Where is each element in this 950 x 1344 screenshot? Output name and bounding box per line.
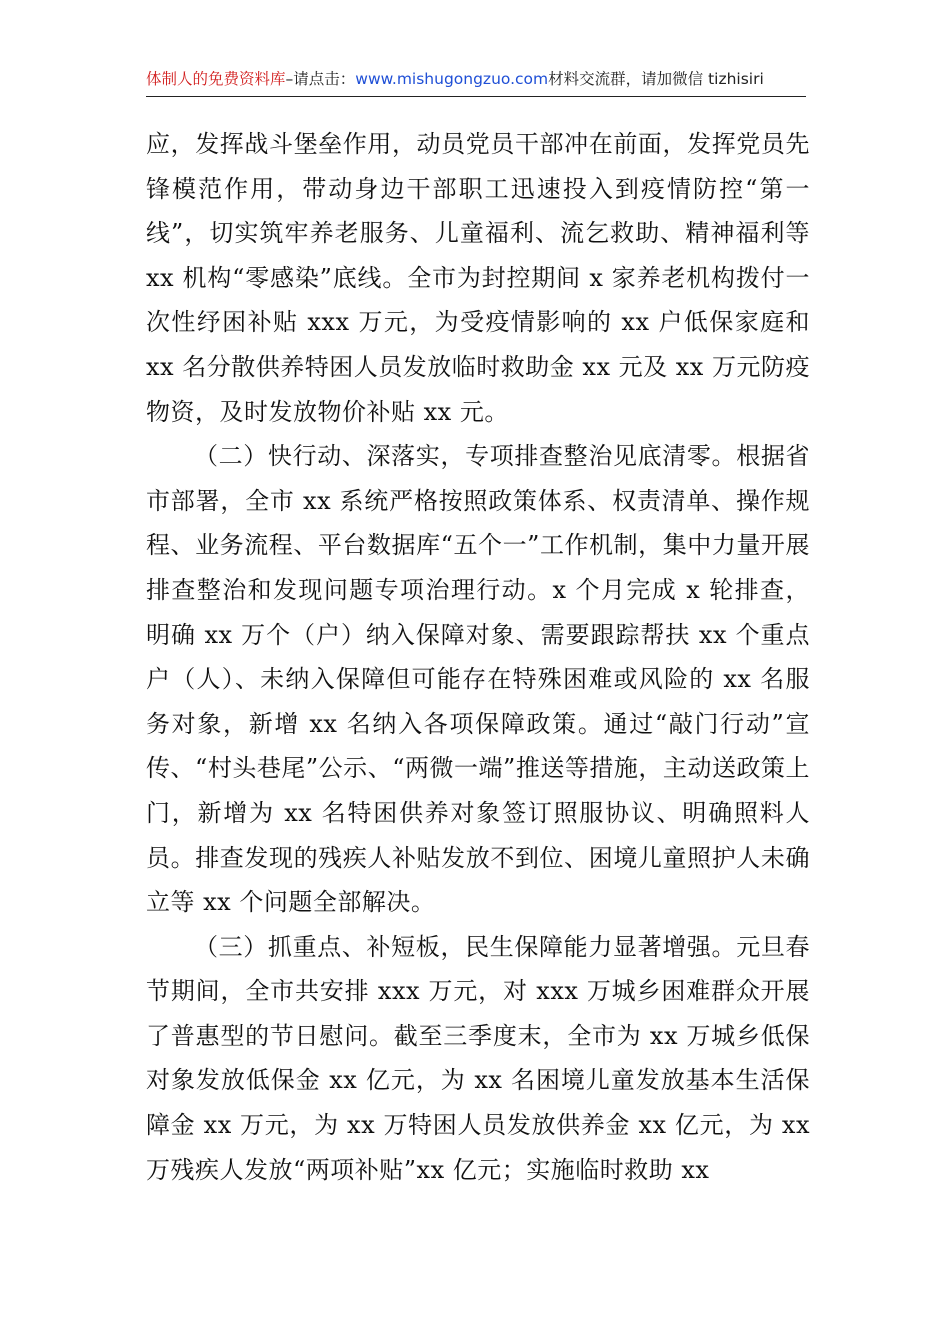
paragraph-section-2: （二）快行动、深落实，专项排查整治见底清零。根据省市部署，全市 xx 系统严格按照政策体系、权责清单、操作规程、业务流程、平台数据库“五个一”工作机制，集中力量开展排查整治和发现问题专项治理行动。x 个月完成 x 轮排查，明确 xx 万个（户）纳入保障对象、需要跟踪帮扶 xx 个重点户（人）、未纳入保障但可能存在特殊困难或风险的 xx 名服务对象，新增 xx 名纳入各项保障政策。通过“敲门行动”宣传、“村头巷尾”公示、“两微一端”推送等措施，主动送政策上门，新增为 xx 名特困供养对象签订照服协议、明确照料人员。排查发现的残疾人补贴发放不到位、困境儿童照护人未确立等 xx 个问题全部解决。 bbox=[146, 442, 810, 917]
header-tail: 材料交流群，请加微信 tizhisiri bbox=[548, 70, 764, 88]
paragraph-continuation: 应，发挥战斗堡垒作用，动员党员干部冲在前面，发挥党员先锋模范作用，带动身边干部职工迅速投入到疫情防控“第一线”，切实筑牢养老服务、儿童福利、流乞救助、精神福利等 xx 机构“零感染”底线。全市为封控期间 x 家养老机构拨付一次性纾困补贴 xxx 万元，为受疫情影响的 xx 户低保家庭和 xx 名分散供养特困人员发放临时救助金 xx 元及 xx 万元防疫物资，及时发放物价补贴 xx 元。 bbox=[146, 130, 810, 426]
paragraph-section-3: （三）抓重点、补短板，民生保障能力显著增强。元旦春节期间，全市共安排 xxx 万元，对 xxx 万城乡困难群众开展了普惠型的节日慰问。截至三季度末，全市为 xx 万城乡低保对象发放低保金 xx 亿元，为 xx 名困境儿童发放基本生活保障金 xx 万元，为 xx 万特困人员发放供养金 xx 亿元，为 xx 万残疾人发放“两项补贴”xx 亿元；实施临时救助 xx bbox=[146, 932, 810, 1184]
header-brand: 体制人的免费资料库 bbox=[146, 70, 286, 88]
page-header bbox=[146, 62, 806, 97]
header-url-link[interactable]: www.mishugongzuo.com bbox=[355, 70, 549, 88]
document-body bbox=[146, 122, 810, 1192]
header-prompt: –请点击： bbox=[285, 70, 356, 88]
